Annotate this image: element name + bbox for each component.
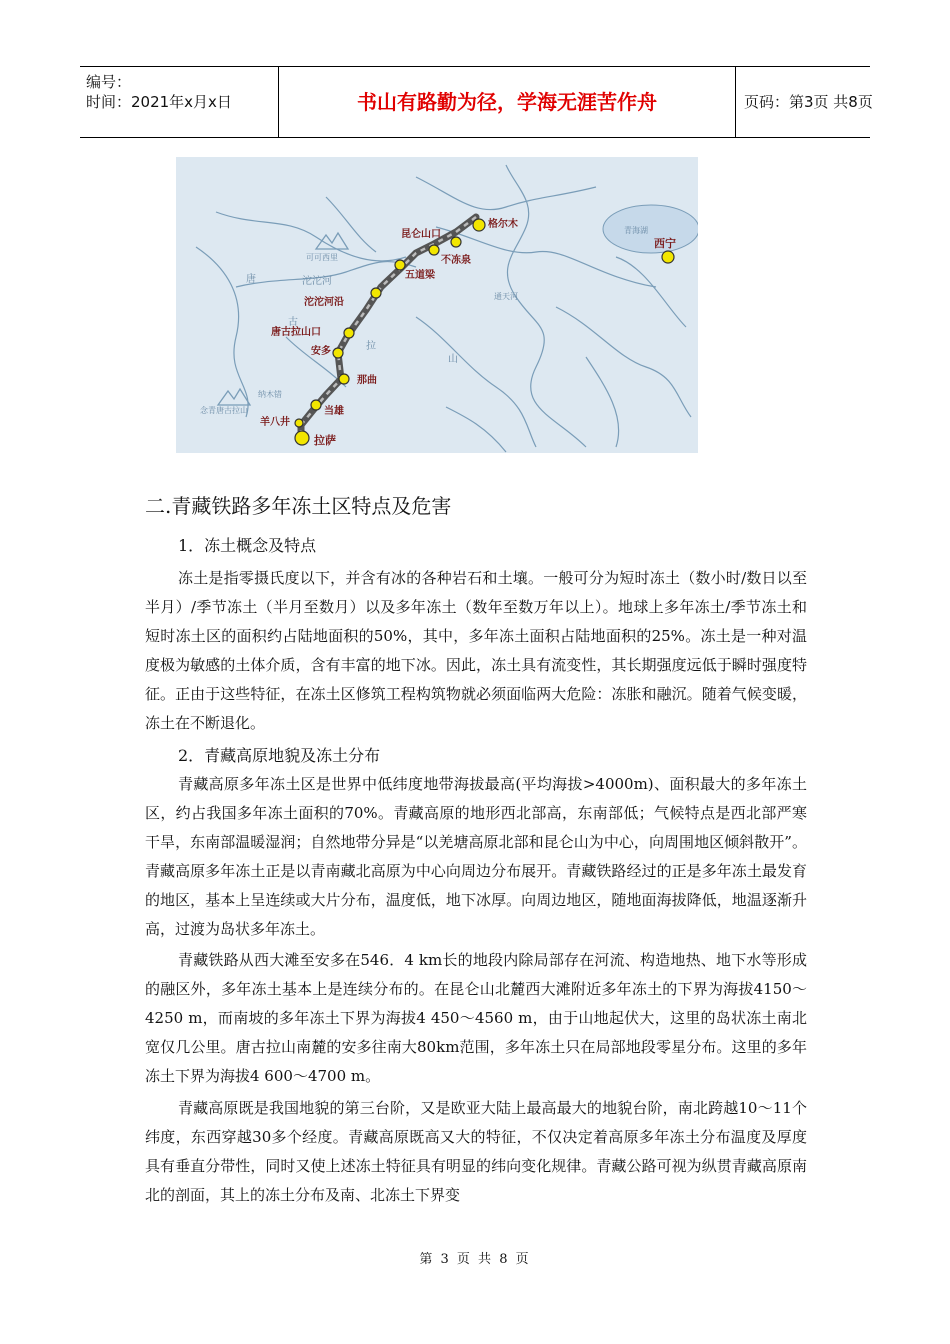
paragraph-4: 青藏高原既是我国地貌的第三台阶，又是欧亚大陆上最高最大的地貌台阶，南北跨越10～11个纬度，东西穿越30多个经度。青藏高原既高又大的特征，不仅决定着高原多年冻土分布温度及厚度具有垂直分带性，同时又使上述冻土特征具有明显的纬向变化规律。青藏公路可视为纵贯青藏高原南北的剖面，其上的冻土分布及南、北冻土下界变 xyxy=(145,1099,807,1204)
station-golmud xyxy=(473,219,485,231)
map-label-kunlun: 昆仑山口 xyxy=(401,229,441,240)
map-label-xining: 西宁 xyxy=(654,237,676,250)
header-left-cell xyxy=(80,67,278,137)
page-footer: 第 3 页 共 8 页 xyxy=(419,1252,531,1267)
station-nagqu xyxy=(339,374,349,384)
section-heading: 二.青藏铁路多年冻土区特点及危害 xyxy=(145,494,452,518)
subsection-title-1: 1．冻土概念及特点 xyxy=(178,536,317,555)
station-tuotuohe xyxy=(371,288,381,298)
map-label-budongquan: 不冻泉 xyxy=(441,255,471,266)
map-label-lhasa: 拉萨 xyxy=(314,434,336,447)
station-anduo xyxy=(333,348,343,358)
map-background xyxy=(176,157,698,453)
map-label-tang: 唐 xyxy=(246,274,256,285)
station-damxung xyxy=(311,400,321,410)
station-tanggula xyxy=(344,328,354,338)
map-label-wudaoliang: 五道梁 xyxy=(405,270,435,281)
map-label-tanggula: 唐古拉山口 xyxy=(271,327,321,338)
railway-route-map xyxy=(176,157,698,453)
map-label-nagqu: 那曲 xyxy=(357,375,377,386)
page-header xyxy=(80,66,873,138)
map-label-hoh-xil: 可可西里 xyxy=(306,253,338,262)
map-label-qinghai-lake: 青海湖 xyxy=(624,226,648,235)
station-budongquan xyxy=(429,245,439,255)
page-label: 页码：第3页 共8页 xyxy=(744,93,873,111)
map-label-namtso: 纳木错 xyxy=(258,390,282,399)
map-label-tuotuohe: 沱沱河沿 xyxy=(304,297,344,308)
paragraph-1: 冻土是指零摄氏度以下，并含有冰的各种岩石和土壤。一般可分为短时冻土（数小时/数日以至半月）/季节冻土（半月至数月）以及多年冻土（数年至数万年以上）。地球上多年冻土/季节冻土和短时冻土区的面积约占陆地面积的50%，其中，多年冻土面积占陆地面积的25%。冻土是一种对温度极为敏感的土体介质，含有丰富的地下冰。因此，冻土具有流变性，其长期强度远低于瞬时强度特征。正由于这些特征，在冻土区修筑工程构筑物就必须面临两大危险：冻胀和融沉。随着气候变暖，冻土在不断退化。 xyxy=(145,569,807,732)
paragraph-2: 青藏高原多年冻土区是世界中低纬度地带海拔最高(平均海拔>4000m)、面积最大的多年冻土区，约占我国多年冻土面积的70%。青藏高原的地形西北部高，东南部低；气候特点是西北部严寒干旱，东南部温暖湿润；自然地带分异是“以羌塘高原北部和昆仑山为中心，向周围地区倾斜散开”。青藏高原多年冻土正是以青南藏北高原为中心向周边分布展开。青藏铁路经过的正是多年冻土最发育的地区，基本上呈连续或大片分布，温度低，地下冰厚。向周边地区，随地面海拔降低，地温逐渐升高，过渡为岛状多年冻土。 xyxy=(145,775,807,938)
subsection-title-2: 2．青藏高原地貌及冻土分布 xyxy=(178,746,381,765)
station-wudaoliang xyxy=(395,260,405,270)
map-label-la: 拉 xyxy=(366,341,376,352)
map-label-tuotuo-river: 沱沱河 xyxy=(302,276,332,287)
map-label-gu: 古 xyxy=(288,317,298,328)
map-label-shan: 山 xyxy=(448,354,458,365)
number-label: 编号： xyxy=(86,73,132,91)
date-label: 时间：2021年x月x日 xyxy=(86,93,232,111)
map-label-tongtian-river: 通天河 xyxy=(494,292,518,301)
station-kunlun xyxy=(451,237,461,247)
map-label-golmud: 格尔木 xyxy=(488,219,518,230)
map-label-damxung: 当雄 xyxy=(324,406,344,417)
paragraph-3: 青藏铁路从西大滩至安多在546．4 km长的地段内除局部存在河流、构造地热、地下水等形成的融区外，多年冻土基本上是连续分布的。在昆仑山北麓西大滩附近多年冻土的下界为海拔4150～4250 m，而南坡的多年冻土下界为海拔4 450～4560 m，由于山地起伏大，这里的岛状冻土南北宽仅几公里。唐古拉山南麓的安多往南大80km范围，多年冻土只在局部地段零星分布。这里的多年冻土下界为海拔4 600～4700 m。 xyxy=(145,951,807,1085)
station-lhasa xyxy=(295,431,309,445)
motto: 书山有路勤为径，学海无涯苦作舟 xyxy=(278,67,736,137)
city-xining xyxy=(662,251,674,263)
map-label-anduo: 安多 xyxy=(311,346,331,357)
map-label-nyenchen: 念青唐古拉山 xyxy=(200,406,248,415)
station-yangbajing xyxy=(295,419,303,427)
lake-qinghai xyxy=(603,205,698,253)
map-label-yangbajing: 羊八井 xyxy=(260,417,290,428)
